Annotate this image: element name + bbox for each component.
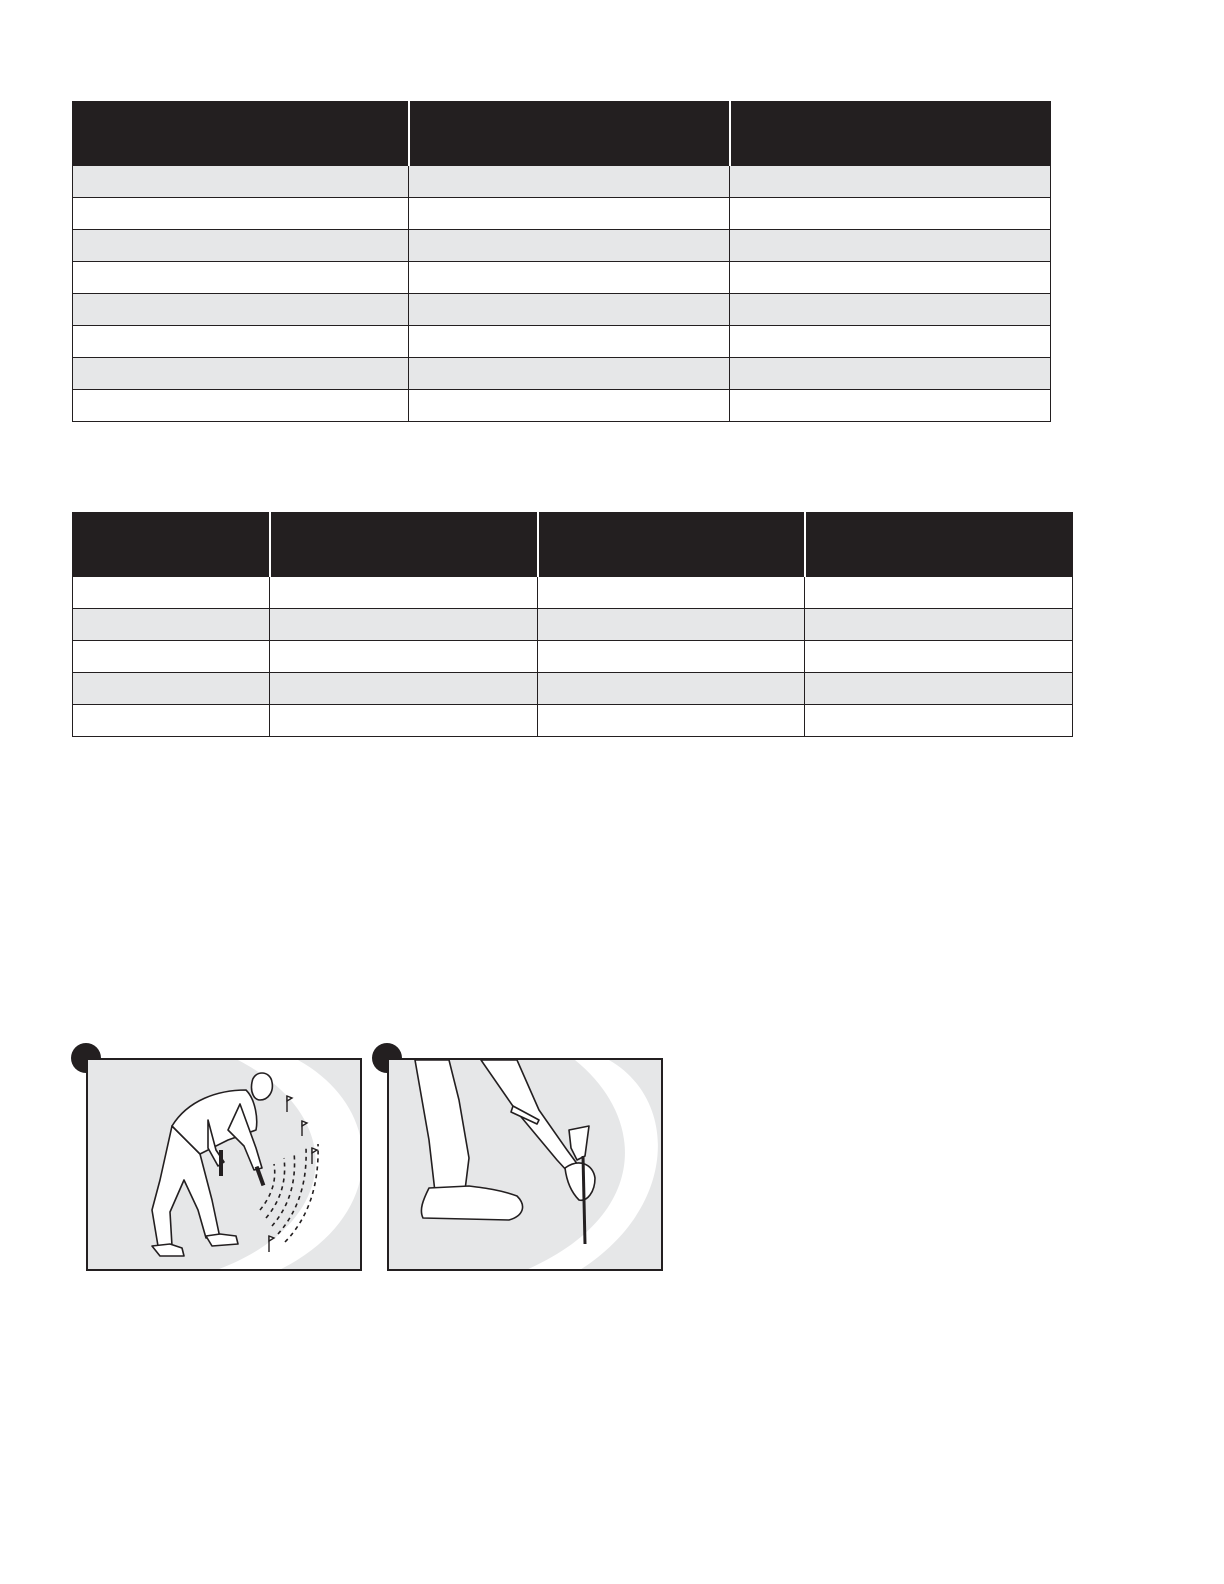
- table-cell: [73, 673, 270, 705]
- table-cell: [73, 577, 270, 609]
- table-cell: [538, 673, 805, 705]
- table-cell: [409, 166, 730, 198]
- table-cell: [805, 705, 1073, 737]
- table-cell: [73, 198, 409, 230]
- table-cell: [73, 166, 409, 198]
- table-cell: [270, 705, 538, 737]
- table-cell: [270, 673, 538, 705]
- table-row: [73, 166, 1051, 198]
- person-locating-illustration: [88, 1060, 362, 1271]
- table-row: [73, 705, 1073, 737]
- table-cell: [730, 198, 1051, 230]
- table-cell: [270, 609, 538, 641]
- data-table-2: [72, 512, 1073, 737]
- table-row: [73, 198, 1051, 230]
- table-cell: [730, 262, 1051, 294]
- table-row: [73, 326, 1051, 358]
- table-cell: [409, 262, 730, 294]
- illustration-locating-line: [86, 1058, 362, 1271]
- table-cell: [409, 326, 730, 358]
- table-header-cell: [270, 512, 538, 577]
- table-cell: [805, 609, 1073, 641]
- illustration-placing-flag: [387, 1058, 663, 1271]
- table-cell: [73, 358, 409, 390]
- table-cell: [538, 641, 805, 673]
- marker-placement-illustration: [389, 1060, 663, 1271]
- data-table-1: [72, 101, 1051, 422]
- table-cell: [730, 230, 1051, 262]
- table-cell: [73, 294, 409, 326]
- table-row: [73, 609, 1073, 641]
- table-row: [73, 230, 1051, 262]
- table-cell: [270, 577, 538, 609]
- table-header-cell: [73, 101, 409, 166]
- table-cell: [73, 609, 270, 641]
- table-row: [73, 577, 1073, 609]
- table-cell: [805, 641, 1073, 673]
- table-cell: [73, 641, 270, 673]
- table-header-cell: [538, 512, 805, 577]
- table-row: [73, 294, 1051, 326]
- table-cell: [730, 294, 1051, 326]
- table-header-row: [73, 512, 1073, 577]
- table-cell: [73, 230, 409, 262]
- table-cell: [730, 390, 1051, 422]
- table-cell: [73, 705, 270, 737]
- table-row: [73, 262, 1051, 294]
- table-cell: [730, 166, 1051, 198]
- table-header-cell: [805, 512, 1073, 577]
- table-header-cell: [730, 101, 1051, 166]
- table-header-cell: [73, 512, 270, 577]
- table-cell: [409, 294, 730, 326]
- table-cell: [73, 262, 409, 294]
- table-cell: [730, 358, 1051, 390]
- table-cell: [73, 390, 409, 422]
- table-cell: [730, 326, 1051, 358]
- table-header-row: [73, 101, 1051, 166]
- table-cell: [409, 198, 730, 230]
- table-row: [73, 358, 1051, 390]
- table-cell: [409, 390, 730, 422]
- table-row: [73, 641, 1073, 673]
- table-row: [73, 673, 1073, 705]
- table-cell: [409, 230, 730, 262]
- table-row: [73, 390, 1051, 422]
- table-cell: [409, 358, 730, 390]
- table-cell: [805, 577, 1073, 609]
- table-cell: [270, 641, 538, 673]
- table-cell: [805, 673, 1073, 705]
- table-cell: [538, 609, 805, 641]
- table-cell: [73, 326, 409, 358]
- table-cell: [538, 577, 805, 609]
- table-header-cell: [409, 101, 730, 166]
- table-cell: [538, 705, 805, 737]
